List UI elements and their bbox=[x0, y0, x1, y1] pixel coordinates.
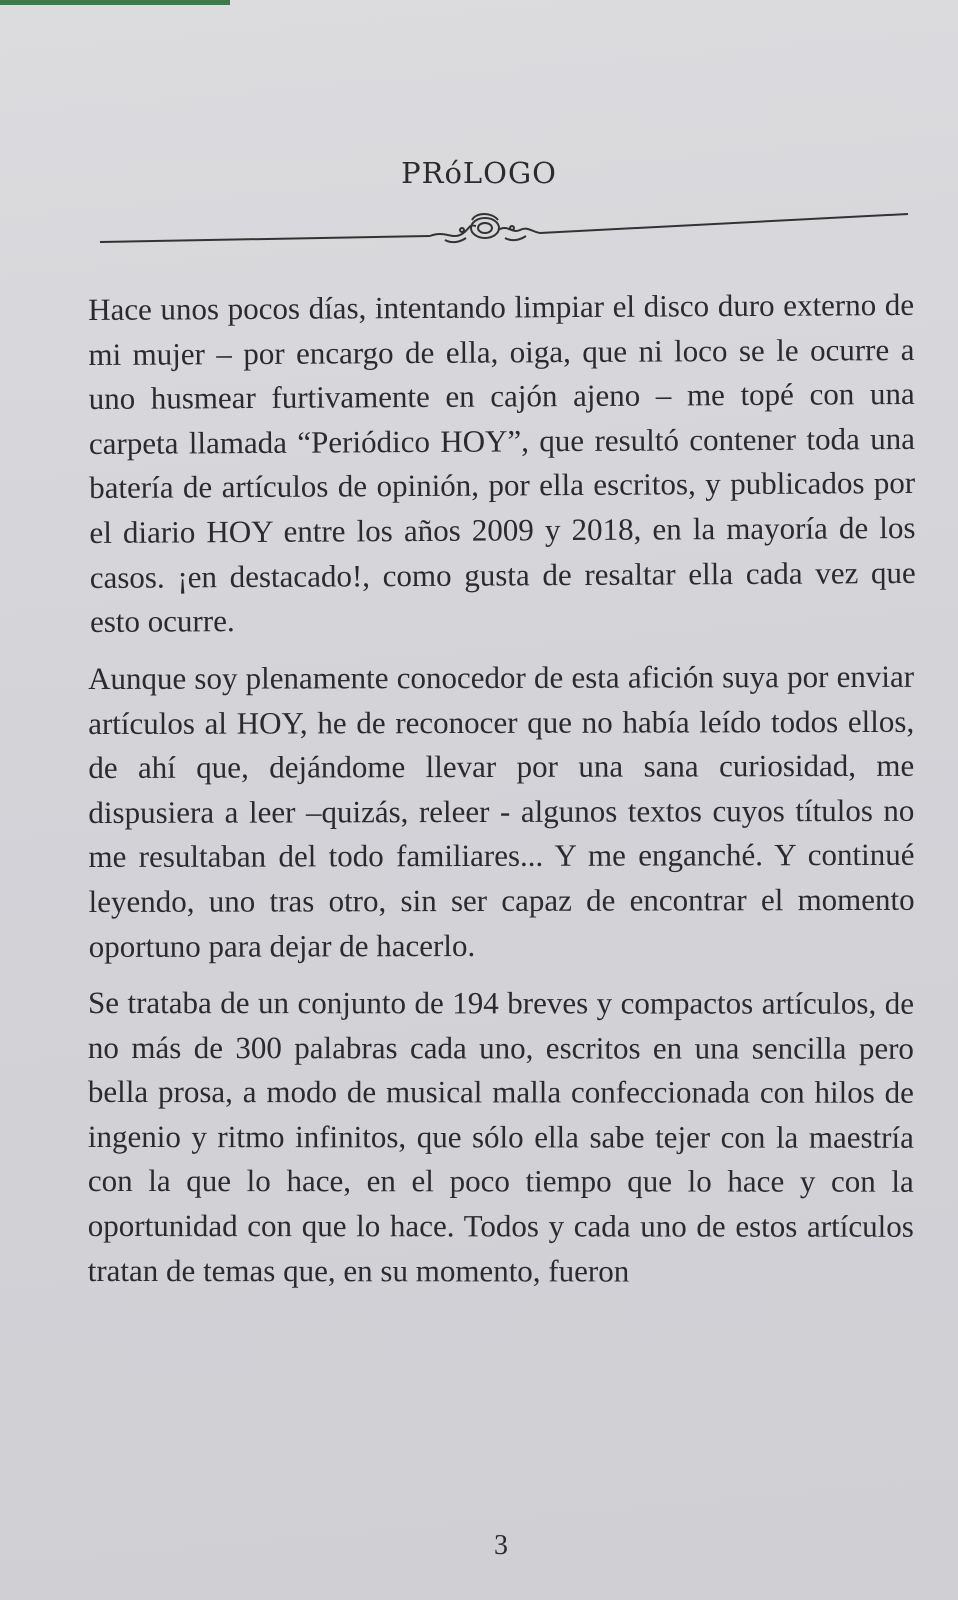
paragraph-1: Hace unos pocos días, intentando limpiar el disco duro externo de mi mujer – por encargo de ella, oiga, que ni loco se le ocurre a uno husmear furtivamente en cajón ajeno – me topé con una carpeta llamada “Periódico HOY”, que resultó contener toda una batería de artículos de opinión, por ella escritos, y publicados por el diario HOY entre los años 2009 y 2018, en la mayoría de los casos. ¡en destacado!, como gusta de resaltar ella cada vez que esto ocurre. bbox=[88, 286, 916, 640]
page-number: 3 bbox=[494, 1530, 508, 1561]
floral-ornament-icon bbox=[100, 210, 908, 260]
chapter-title: PRóLOGO bbox=[401, 156, 557, 190]
prologue-body bbox=[88, 288, 914, 1305]
paragraph-2: Aunque soy plenamente conocedor de esta afición suya por enviar artículos al HOY, he de reconocer que no había leído todos ellos, de ahí que, dejándome llevar por una sana curiosidad, me dispusiera a leer –quizás, releer - algunos textos cuyos títulos no me resultaban del todo familiares... Y me enganché. Y continué leyendo, uno tras otro, sin ser capaz de encontrar el momento oportuno para dejar de hacerlo. bbox=[88, 658, 915, 964]
paragraph-3: Se trataba de un conjunto de 194 breves y compactos artículos, de no más de 300 palabras cada uno, escritos en una sencilla pero bella prosa, a modo de musical malla confeccionada con hilos de ingenio y ritmo infinitos, que sólo ella sabe tejer con la maestría con la que lo hace, en el poco tiempo que lo hace y con la oportunidad con que lo hace. Todos y cada uno de estos artículos tratan de temas que, en su momento, fueron bbox=[87, 984, 914, 1288]
cover-edge-strip bbox=[0, 0, 230, 5]
